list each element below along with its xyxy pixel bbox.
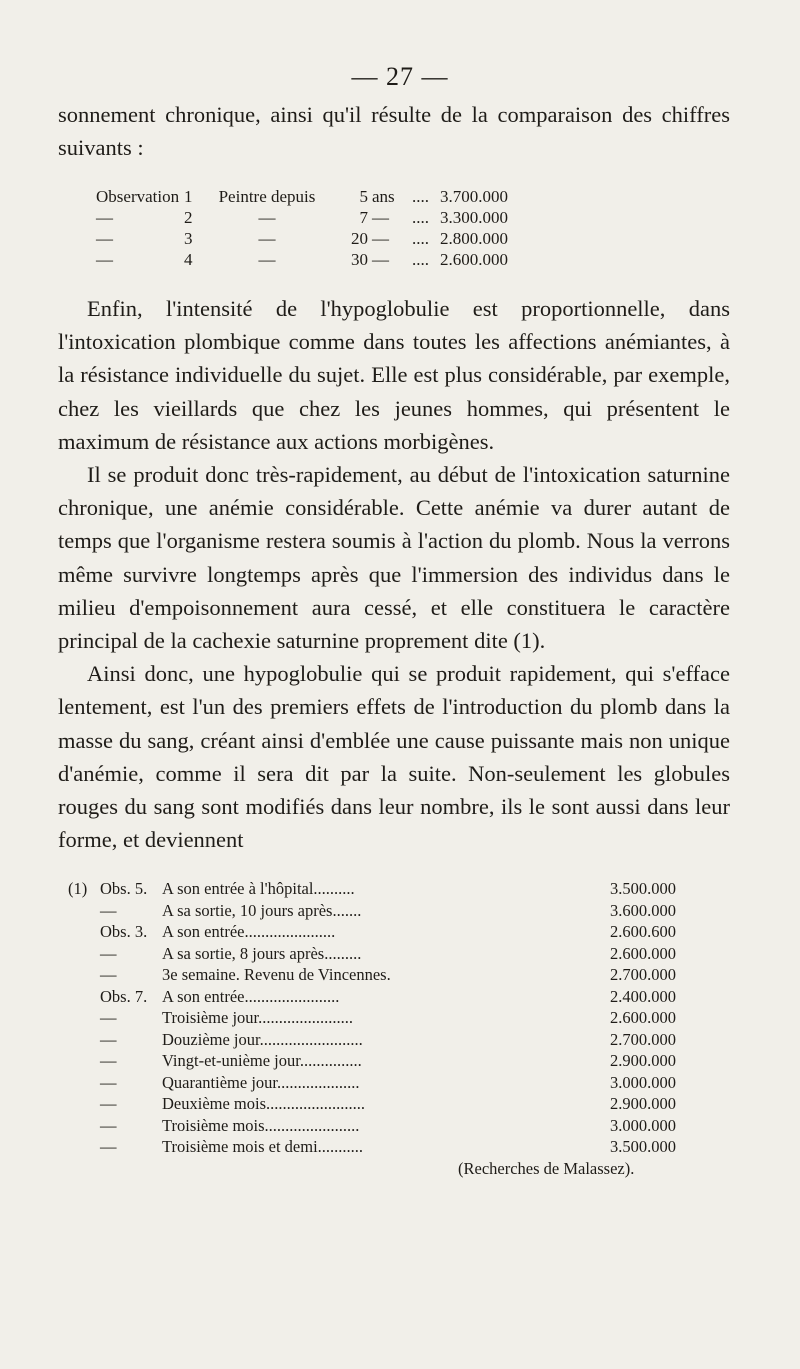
obs-unit: — xyxy=(372,250,389,269)
observation-table xyxy=(96,186,508,270)
obs-description: — xyxy=(258,250,276,269)
footnote-obs: — xyxy=(100,1115,117,1135)
footnote-desc: A son entrée...................... xyxy=(162,922,336,941)
list-item xyxy=(68,1072,758,1094)
footnote-desc: Vingt-et-unième jour............... xyxy=(162,1051,362,1070)
list-item xyxy=(68,900,758,922)
list-item xyxy=(68,878,758,900)
footnote-value: 3.500.000 xyxy=(610,879,676,898)
obs-description: Peintre depuis xyxy=(218,187,316,206)
footnote-value: 2.600.600 xyxy=(610,922,676,941)
obs-years: 30 xyxy=(351,250,368,269)
footnote-value: 2.900.000 xyxy=(610,1094,676,1113)
footnote-desc: Douzième jour......................... xyxy=(162,1029,363,1049)
footnote-desc: Troisième mois....................... xyxy=(162,1115,360,1135)
footnote-obs: — xyxy=(100,900,117,920)
obs-value: 3.700.000 xyxy=(440,187,508,206)
obs-years: 5 xyxy=(359,187,368,206)
list-item xyxy=(68,921,758,943)
obs-value: 3.300.000 xyxy=(440,208,508,227)
footnote-value: 2.600.000 xyxy=(610,943,676,963)
page-number: — 27 — xyxy=(351,62,449,91)
footnote-obs: — xyxy=(100,943,117,963)
footnote-obs: — xyxy=(100,1072,117,1092)
obs-label: Observation xyxy=(96,187,180,206)
obs-value: 2.600.000 xyxy=(440,250,508,269)
obs-dots: .... xyxy=(412,250,429,269)
footnote-desc: A son entrée....................... xyxy=(162,986,340,1006)
obs-years: 20 xyxy=(351,229,368,248)
obs-dots: .... xyxy=(412,208,429,227)
obs-description: — xyxy=(258,208,276,227)
paragraph-conclusion: Ainsi donc, une hypoglobulie qui se produit rapidement, qui s'efface lentement, est l'un des premiers effets de l'introduction du plomb dans la masse du sang, créant ainsi d'emblée une cause puissante mais non unique d'anémie, comme il sera dit par la suite. Non-seulement les globules rouges du sang sont modifiés dans leur nombre, ils le sont aussi dans leur forme, et deviennent xyxy=(58,661,730,853)
obs-number: 1 xyxy=(184,187,193,206)
footnote-value: 2.400.000 xyxy=(610,986,676,1006)
footnote-obs: — xyxy=(100,965,117,984)
table-row xyxy=(96,207,508,228)
footnote-obs: — xyxy=(100,1029,117,1049)
footnote-obs: Obs. 7. xyxy=(100,986,148,1006)
footnote-obs: — xyxy=(100,1008,117,1027)
footnote-value: 3.500.000 xyxy=(610,1137,676,1156)
body-text xyxy=(58,98,730,164)
obs-dots: .... xyxy=(412,187,429,206)
list-item xyxy=(68,1093,758,1115)
obs-unit: — xyxy=(372,229,389,248)
footnote-mark: (1) xyxy=(68,879,88,898)
footnote-desc: Troisième jour....................... xyxy=(162,1008,353,1027)
footnote-desc: Troisième mois et demi........... xyxy=(162,1137,364,1156)
footnote-obs: Obs. 3. xyxy=(100,922,148,941)
footnote-desc: A son entrée à l'hôpital.......... xyxy=(162,879,355,898)
footnote-obs: — xyxy=(100,1094,117,1113)
footnote-obs: — xyxy=(100,1137,117,1156)
paragraph-hypoglobulie-intensity: Enfin, l'intensité de l'hypoglobulie est proportionnelle, dans l'intoxication plombique comme dans toutes les affections anémiantes, à la résistance individuelle du sujet. Elle est plus considérable, par exemple, chez les vieillards que chez les jeunes hommes, qui présentent le maximum de résistance aux actions morbigènes. xyxy=(58,296,730,454)
footnote-desc: A sa sortie, 8 jours après......... xyxy=(162,943,362,963)
obs-number: 3 xyxy=(184,229,193,248)
footnote-value: 2.900.000 xyxy=(610,1051,676,1070)
footnote-obs: Obs. 5. xyxy=(100,879,148,898)
list-item xyxy=(68,943,758,965)
obs-number: 2 xyxy=(184,208,193,227)
obs-label: — xyxy=(96,229,113,248)
list-item xyxy=(68,1050,758,1072)
list-item xyxy=(68,1115,758,1137)
list-item xyxy=(68,1007,758,1029)
footnote-desc: Deuxième mois........................ xyxy=(162,1094,366,1113)
paragraph-anemia-onset: Il se produit donc très-rapidement, au début de l'intoxication saturnine chronique, une anémie considérable. Cette anémie va durer autant de temps que l'organisme restera soumis à l'action du plomb. Nous la verrons même survivre longtemps après que l'immersion des individus dans le milieu d'empoisonnement aura cessé, et elle constituera le caractère principal de la cachexie saturnine proprement dite (1). xyxy=(58,462,730,654)
table-row xyxy=(96,186,508,207)
footnote xyxy=(68,878,758,1179)
obs-years: 7 xyxy=(359,208,368,227)
footnote-desc: Quarantième jour.................... xyxy=(162,1072,360,1092)
footnote-source: (Recherches de Malassez). xyxy=(458,1158,635,1178)
obs-unit: — xyxy=(372,208,389,227)
list-item xyxy=(68,964,758,986)
obs-dots: .... xyxy=(412,229,429,248)
list-item xyxy=(68,1136,758,1158)
footnote-obs: — xyxy=(100,1051,117,1070)
footnote-value: 2.700.000 xyxy=(610,1029,676,1049)
footnote-value: 2.600.000 xyxy=(610,1008,676,1027)
table-row xyxy=(96,228,508,249)
body-paragraphs xyxy=(58,292,730,856)
obs-number: 4 xyxy=(184,250,193,269)
footnote-value: 3.600.000 xyxy=(610,900,676,920)
obs-label: — xyxy=(96,208,113,227)
footnote-desc: 3e semaine. Revenu de Vincennes. xyxy=(162,965,391,984)
table-row xyxy=(96,249,508,270)
list-item xyxy=(68,986,758,1008)
obs-value: 2.800.000 xyxy=(440,229,508,248)
footnote-value: 2.700.000 xyxy=(610,965,676,984)
obs-description: — xyxy=(258,229,276,248)
footnote-desc: A sa sortie, 10 jours après....... xyxy=(162,900,362,920)
footnote-value: 3.000.000 xyxy=(610,1072,676,1092)
list-item xyxy=(68,1029,758,1051)
footnote-value: 3.000.000 xyxy=(610,1115,676,1135)
obs-unit: ans xyxy=(372,187,395,206)
intro-paragraph: sonnement chronique, ainsi qu'il résulte de la comparaison des chiffres suivants : xyxy=(58,102,730,161)
obs-label: — xyxy=(96,250,113,269)
